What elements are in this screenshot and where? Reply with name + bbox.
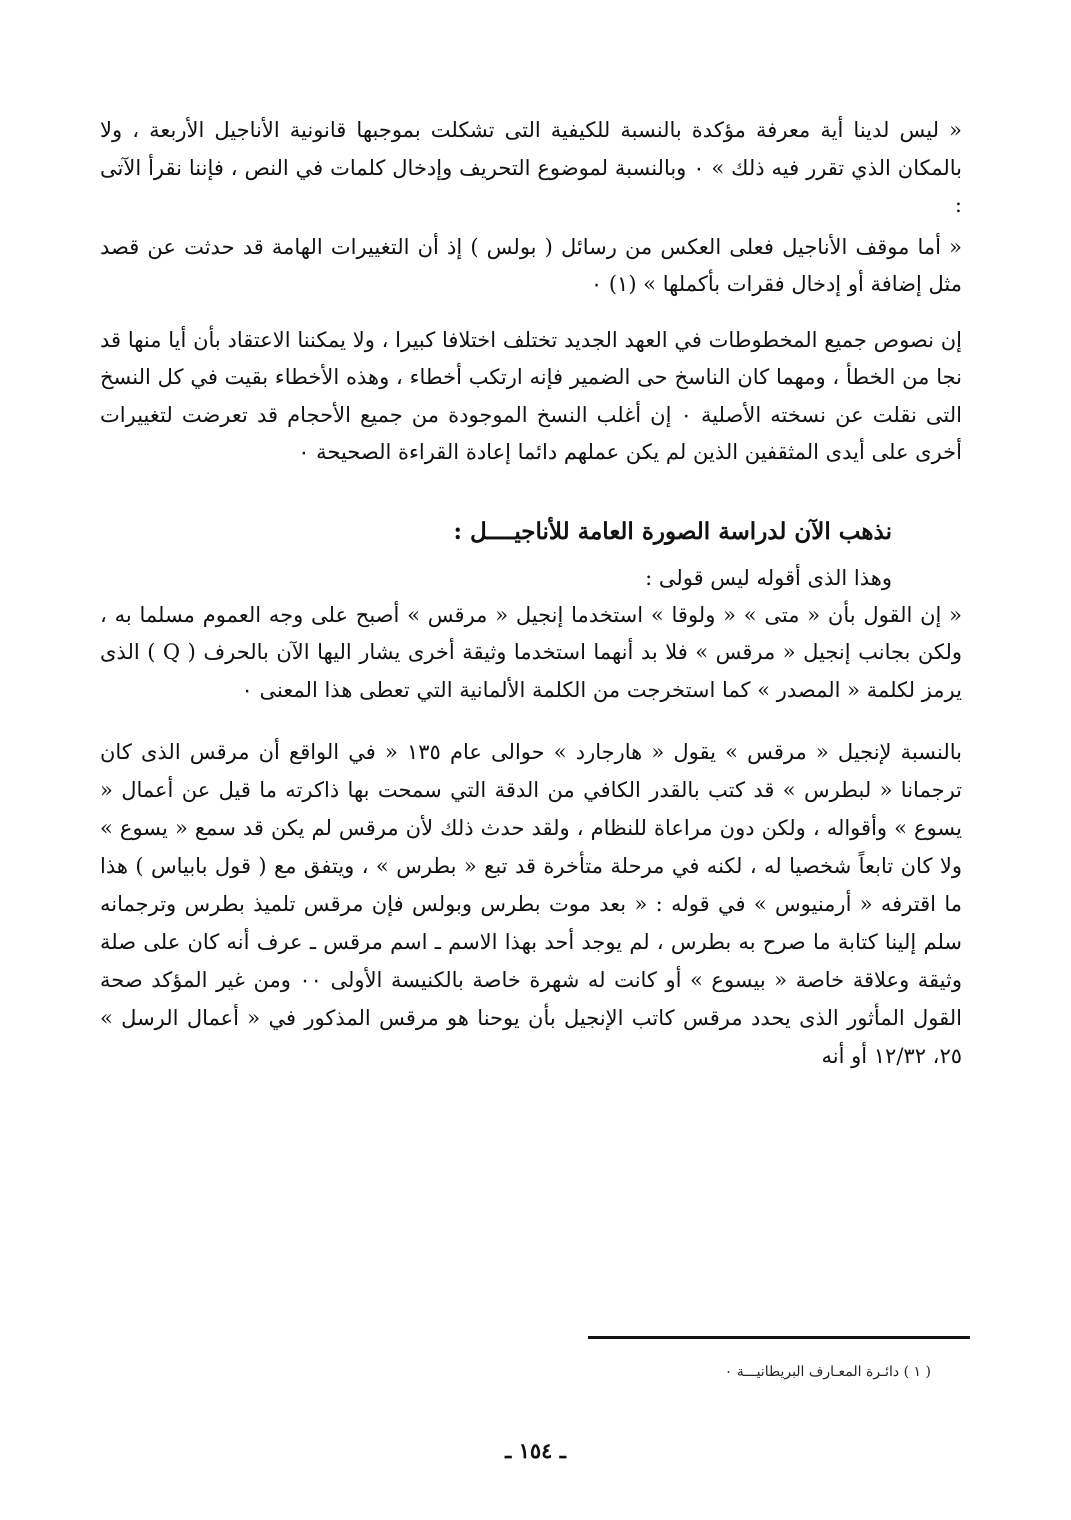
footnote-divider <box>588 1336 970 1339</box>
paragraph-2: « أما موقف الأناجيل فعلى العكس من رسائل ( بولس ) إذ أن التغييرات الهامة قد حدثت عن قصد مثل إضافة أو إدخال فقرات بأكملها » (١) ٠ <box>100 234 962 296</box>
quote-paragraph: « إن القول بأن « متى » « ولوقا » استخدما إنجيل « مرقس » أصبح على وجه العموم مسلما به ، ولكن بجانب إنجيل « مرقس » فلا بد أنهما استخدما وثيقة أخرى يشار اليها الآن بالحرف ( Q ) الذى يرمز لكلمة « المصدر » كما استخرجت من الكلمة الألمانية التي تعطى هذا المعنى ٠ <box>100 602 962 702</box>
intro-line: وهذا الذى أقوله ليس قولى : <box>645 565 892 590</box>
section-heading: نذهب الآن لدراسة الصورة العامة للأناجيــــل : <box>453 517 892 545</box>
page-body <box>100 112 962 1075</box>
page-number: ـ ١٥٤ ـ <box>505 1438 566 1463</box>
paragraph-1: « ليس لدينا أية معرفة مؤكدة بالنسبة للكيفية التى تشكلت بموجبها قانونية الأناجيل الأربعة ، ولا بالمكان الذي تقرر فيه ذلك » ٠ وبالنسبة لموضوع التحريف وإدخال كلمات في النص ، فإننا نقرأ الآتى : <box>100 118 962 217</box>
paragraph-3: إن نصوص جميع المخطوطات في العهد الجديد تختلف اختلافا كبيرا ، ولا يمكننا الاعتقاد بأن أيا منها قد نجا من الخطأ ، ومهما كان الناسخ حى الضمير فإنه ارتكب أخطاء ، وهذه الأخطاء بقيت في كل النسخ التى نقلت عن نسخته الأصلية ٠ إن أغلب النسخ الموجودة من جميع الأحجام قد تعرضت لتغييرات أخرى على أيدى المثقفين الذين لم يكن عملهم دائما إعادة القراءة الصحيحة ٠ <box>100 327 962 464</box>
footnote: ( ١ ) دائـرة المعـارف البريطانيـــة ٠ <box>724 1364 931 1380</box>
paragraph-5: بالنسبة لإنجيل « مرقس » يقول « هارجارد » حوالى عام ١٣٥ « في الواقع أن مرقس الذى كان ترجمانا « لبطرس » قد كتب بالقدر الكافي من الدقة التي سمحت بها ذاكرته ما قيل عن أعمال « يسوع » وأقواله ، ولكن دون مراعاة للنظام ، ولقد حدث ذلك لأن مرقس لم يكن قد سمع « يسوع » ولا كان تابعاً شخصيا له ، لكنه في مرحلة متأخرة قد تبع « بطرس » ، ويتفق مع ( قول بابياس ) هذا ما اقترفه « أرمنيوس » في قوله : « بعد موت بطرس وبولس فإن مرقس تلميذ بطرس وترجمانه سلم إلينا كتابة ما صرح به بطرس ، لم يوجد أحد بهذا الاسم ـ اسم مرقس ـ عرف أنه كان على صلة وثيقة وعلاقة خاصة « بيسوع » أو كانت له شهرة خاصة بالكنيسة الأولى ٠٠ ومن غير المؤكد صحة القول المأثور الذى يحدد مرقس كاتب الإنجيل بأن يوحنا هو مرقس المذكور في « أعمال الرسل » ٢٥، ١٢/٣٢ أو أنه <box>100 740 962 1068</box>
